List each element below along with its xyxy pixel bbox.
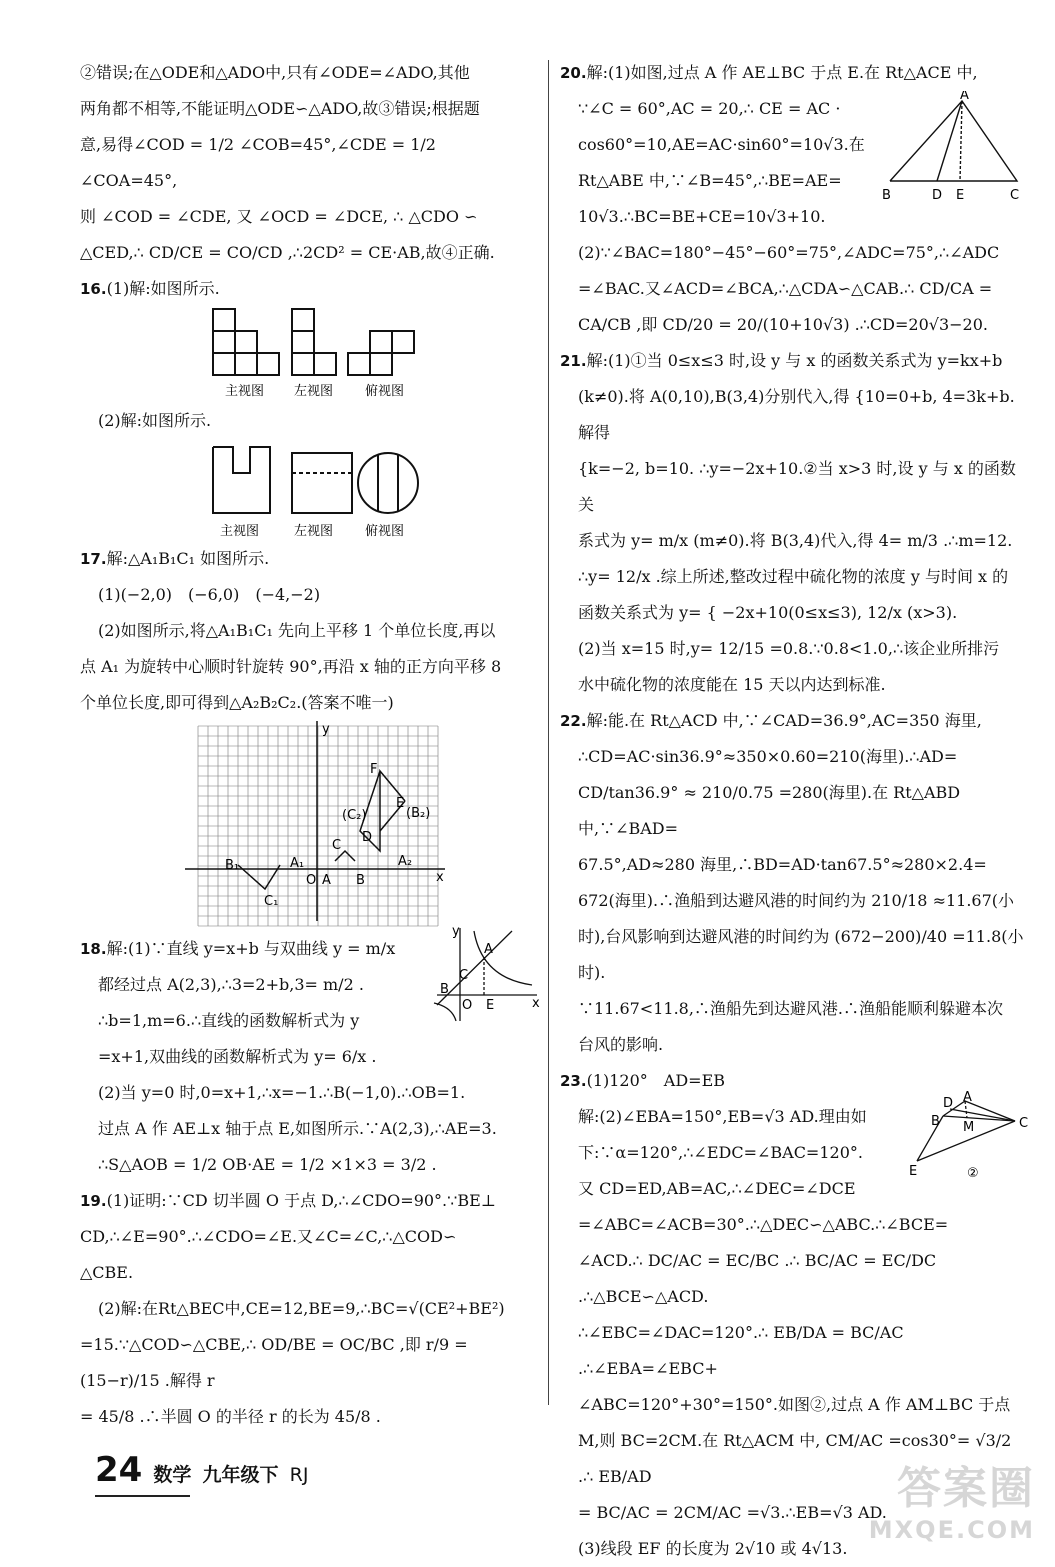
svg-text:B: B [931, 1114, 940, 1129]
grid-figure [80, 721, 535, 931]
q21-line: (k≠0).将 A(0,10),B(3,4)分别代入,得 {10=0+b, 4=3k+b.解得 [578, 387, 1015, 442]
q18-number: 18. [80, 940, 107, 958]
watermark [869, 1452, 1035, 1544]
svg-text:F: F [370, 762, 378, 777]
q19-line: = 45/8 .∴半圆 O 的半径 r 的长为 45/8 . [80, 1407, 381, 1426]
q19-line: △CBE. [80, 1263, 134, 1282]
svg-text:B: B [440, 982, 449, 997]
q18-line: =x+1,双曲线的函数解析式为 y= 6/x . [98, 1047, 377, 1066]
svg-text:A₂: A₂ [398, 854, 413, 869]
svg-text:y: y [452, 924, 460, 939]
grade: 九年级下 [202, 1464, 279, 1486]
svg-text:②: ② [967, 1166, 979, 1181]
q19-line: =15.∵△COD∽△CBE,∴ OD/BE = OC/BC ,即 r/9 = (15−r)/15 .解得 r [80, 1335, 468, 1390]
svg-text:x: x [532, 996, 540, 1011]
q23-line: 下:∵α=120°,∴∠EDC=∠BAC=120°. [578, 1143, 863, 1162]
svg-text:C: C [1010, 188, 1020, 203]
svg-text:E: E [486, 998, 495, 1013]
svg-text:D: D [943, 1096, 954, 1111]
q15-line: ②错误;在△ODE和△ADO中,只有∠ODE=∠ADO,其他 [80, 63, 470, 82]
q21-line: (2)当 x=15 时,y= 12/15 =0.8.∵0.8<1.0,∴该企业所排污 [578, 639, 1000, 658]
q16-part-b: (2)解:如图所示. [98, 411, 212, 430]
q18-line: 都经过点 A(2,3),∴3=2+b,3= m/2 . [98, 975, 364, 994]
q16-number: 16. [80, 280, 107, 298]
q18-line: 过点 A 作 AE⊥x 轴于点 E,如图所示.∵A(2,3),∴AE=3. [98, 1119, 497, 1138]
grid-svg [80, 721, 535, 931]
svg-text:C₁: C₁ [264, 894, 279, 909]
q23-line: ∠ACD.∴ DC/AC = EC/BC .∴ BC/AC = EC/DC .∴△BCE∽△ACD. [578, 1251, 937, 1306]
svg-text:x: x [436, 870, 444, 885]
svg-text:A: A [322, 873, 331, 888]
q23-line: ∠ABC=120°+30°=150°.如图②,过点 A 作 AM⊥BC 于点 [578, 1395, 1011, 1414]
q20-line: 10√3.∴BC=BE+CE=10√3+10. [578, 207, 826, 226]
svg-text:C: C [1019, 1116, 1029, 1131]
svg-text:O: O [306, 873, 317, 888]
q19-line: CD,∴∠E=90°.∴∠CDO=∠E.又∠C=∠C,∴△COD∽ [80, 1227, 457, 1246]
q20-line: cos60°=10,AE=AC·sin60°=10√3.在 [578, 135, 865, 154]
svg-text:C: C [332, 838, 342, 853]
q22-line: 22.解:能.在 Rt△ACD 中,∵∠CAD=36.9°,AC=350 海里, [560, 711, 982, 730]
left-column [80, 55, 540, 1435]
q17-line: 点 A₁ 为旋转中心顺时针旋转 90°,再沿 x 轴的正方向平移 8 [80, 657, 502, 676]
q23-line: 又 CD=ED,AB=AC,∴∠DEC=∠DCE [578, 1179, 856, 1198]
q22-line: 672(海里).∴渔船到达避风港的时间约为 210/18 ≈11.67(小 [578, 891, 1015, 910]
q22-line: ∴CD=AC·sin36.9°≈350×0.60=210(海里).∴AD= [578, 747, 958, 766]
svg-text:B: B [882, 188, 891, 203]
q21-line: 函数关系式为 y= { −2x+10(0≤x≤3), 12/x (x>3). [578, 603, 958, 622]
page-footer [95, 1450, 308, 1490]
column-divider [548, 60, 549, 1405]
q16-part-a: 16.(1)解:如图所示. [80, 279, 220, 298]
q23-number: 23. [560, 1072, 587, 1090]
three-views-svg-2 [80, 439, 535, 541]
svg-text:A: A [960, 91, 969, 103]
three-views-figure-1 [80, 307, 535, 403]
q15-line: 两角都不相等,不能证明△ODE∽△ADO,故③错误;根据题 [80, 99, 480, 118]
svg-text:O: O [462, 998, 473, 1013]
q22-line: CD/tan36.9° ≈ 210/0.75 =280(海里).在 Rt△ABD 中,∵∠BAD= [578, 783, 961, 838]
right-column [560, 55, 1030, 1567]
svg-text:M: M [963, 1120, 975, 1135]
edition: RJ [289, 1464, 309, 1486]
q21-line: 水中硫化物的浓度能在 15 天以内达到标准. [578, 675, 886, 694]
q21-line: ∴y= 12/x .综上所述,整改过程中硫化物的浓度 y 与时间 x 的 [578, 567, 1009, 586]
q23-line: M,则 BC=2CM.在 Rt△ACM 中, CM/AC =cos30°= √3/2 .∴ EB/AD [578, 1431, 1012, 1486]
q21-line: 系式为 y= m/x (m≠0).将 B(3,4)代入,得 4= m/3 .∴m=12. [578, 531, 1013, 550]
q20-block [560, 55, 1030, 343]
svg-text:A: A [963, 1091, 972, 1105]
svg-text:E: E [956, 188, 965, 203]
q20-line: (2)∵∠BAC=180°−45°−60°=75°,∠ADC=75°,∴∠ADC [578, 243, 1000, 262]
page-number: 24 [95, 1450, 143, 1490]
view-label: 主视图 [220, 524, 260, 539]
q21-line: {k=−2, b=10. ∴y=−2x+10.②当 x>3 时,设 y 与 x 的函数关 [578, 459, 1016, 514]
q17-line: 17.解:△A₁B₁C₁ 如图所示. [80, 549, 270, 568]
hyperbola-figure [432, 923, 542, 1023]
svg-text:B: B [356, 873, 365, 888]
q17-line: (2)如图所示,将△A₁B₁C₁ 先向上平移 1 个单位长度,再以 [98, 621, 496, 640]
q20-line: ∵∠C = 60°,AC = 20,∴ CE = AC · [578, 99, 841, 118]
watermark-url: MXQE.COM [868, 1516, 1035, 1544]
view-label: 左视图 [294, 524, 334, 539]
view-label: 俯视图 [365, 524, 405, 539]
q18-line: ∴b=1,m=6.∴直线的函数解析式为 y [98, 1011, 360, 1030]
q23-line: ∴∠EBC=∠DAC=120°.∴ EB/DA = BC/AC .∴∠EBA=∠EBC+ [578, 1323, 904, 1378]
q22-number: 22. [560, 712, 587, 730]
q18-block [80, 924, 540, 1183]
q20-line: 20.解:(1)如图,过点 A 作 AE⊥BC 于点 E.在 Rt△ACE 中, [560, 63, 978, 82]
q19-number: 19. [80, 1192, 107, 1210]
svg-text:D: D [362, 830, 373, 845]
q18-line: (2)当 y=0 时,0=x+1,∴x=−1.∴B(−1,0).∴OB=1. [98, 1083, 466, 1102]
figure-2 [905, 1091, 1035, 1191]
watermark-logo: 答案圈 [897, 1463, 1035, 1514]
q23-line: 解:(2)∠EBA=150°,EB=√3 AD.理由如 [578, 1107, 867, 1126]
q22-line: 时),台风影响到达避风港的时间约为 (672−200)/40 =11.8(小时). [578, 927, 1024, 982]
q15-line: 则 ∠COD = ∠CDE, 又 ∠OCD = ∠DCE, ∴ △CDO ∽ [80, 207, 478, 226]
q20-line: Rt△ABE 中,∵∠B=45°,∴BE=AE= [578, 171, 842, 190]
q20-line: =∠BAC.又∠ACD=∠BCA,∴△CDA∽△CAB.∴ CD/CA = [578, 279, 993, 298]
triangle-figure [882, 91, 1032, 211]
q18-line: 18.解:(1)∵直线 y=x+b 与双曲线 y = m/x [80, 939, 396, 958]
q15-line: △CED,∴ CD/CE = CO/CD ,∴2CD² = CE·AB,故④正确. [80, 243, 495, 262]
q17-line: (1)(−2,0) (−6,0) (−4,−2) [98, 585, 321, 604]
svg-text:C: C [459, 968, 469, 983]
q22-line: 台风的影响. [578, 1035, 664, 1054]
svg-text:(B₂): (B₂) [406, 806, 431, 821]
q22-line: ∵11.67<11.8,∴渔船先到达避风港.∴渔船能顺利躲避本次 [578, 999, 1004, 1018]
q15-line: 意,易得∠COD = 1/2 ∠COB=45°,∠CDE = 1/2 ∠COA=45°, [80, 135, 436, 190]
q20-line: CA/CB ,即 CD/20 = 20/(10+10√3) .∴CD=20√3−20. [578, 315, 988, 334]
q22-line: 67.5°,AD≈280 海里,∴BD=AD·tan67.5°≈280×2.4= [578, 855, 987, 874]
q17-number: 17. [80, 550, 107, 568]
svg-text:B₁: B₁ [225, 858, 240, 873]
footer-rule [95, 1495, 190, 1497]
q20-number: 20. [560, 64, 587, 82]
svg-text:D: D [932, 188, 943, 203]
q19-line: (2)解:在Rt△BEC中,CE=12,BE=9,∴BC=√(CE²+BE²) [98, 1299, 505, 1318]
q23-line: (3)线段 EF 的长度为 2√10 或 4√13. [578, 1539, 848, 1558]
svg-text:A₁: A₁ [290, 856, 305, 871]
svg-text:A: A [484, 942, 493, 957]
q21-line: 21.解:(1)①当 0≤x≤3 时,设 y 与 x 的函数关系式为 y=kx+b [560, 351, 1003, 370]
svg-text:y: y [322, 722, 330, 737]
q18-line: ∴S△AOB = 1/2 OB·AE = 1/2 ×1×3 = 3/2 . [98, 1155, 437, 1174]
three-views-figure-2 [80, 439, 535, 541]
svg-text:(C₂): (C₂) [342, 808, 367, 823]
view-label: 俯视图 [365, 384, 405, 399]
svg-text:E: E [909, 1164, 918, 1179]
q17-line: 个单位长度,即可得到△A₂B₂C₂.(答案不唯一) [80, 693, 394, 712]
svg-text:E: E [396, 796, 405, 811]
q23-line: =∠ABC=∠ACB=30°.∴△DEC∽△ABC.∴∠BCE= [578, 1215, 949, 1234]
q21-number: 21. [560, 352, 587, 370]
q19-line: 19.(1)证明:∵CD 切半圆 O 于点 D,∴∠CDO=90°.∵BE⊥ [80, 1191, 496, 1210]
q23-line: 23.(1)120° AD=EB [560, 1071, 726, 1090]
q23-line: = BC/AC = 2CM/AC =√3.∴EB=√3 AD. [578, 1503, 887, 1522]
view-label: 主视图 [225, 384, 265, 399]
view-label: 左视图 [294, 384, 334, 399]
subject: 数学 [153, 1464, 192, 1486]
three-views-svg-1 [80, 307, 535, 403]
